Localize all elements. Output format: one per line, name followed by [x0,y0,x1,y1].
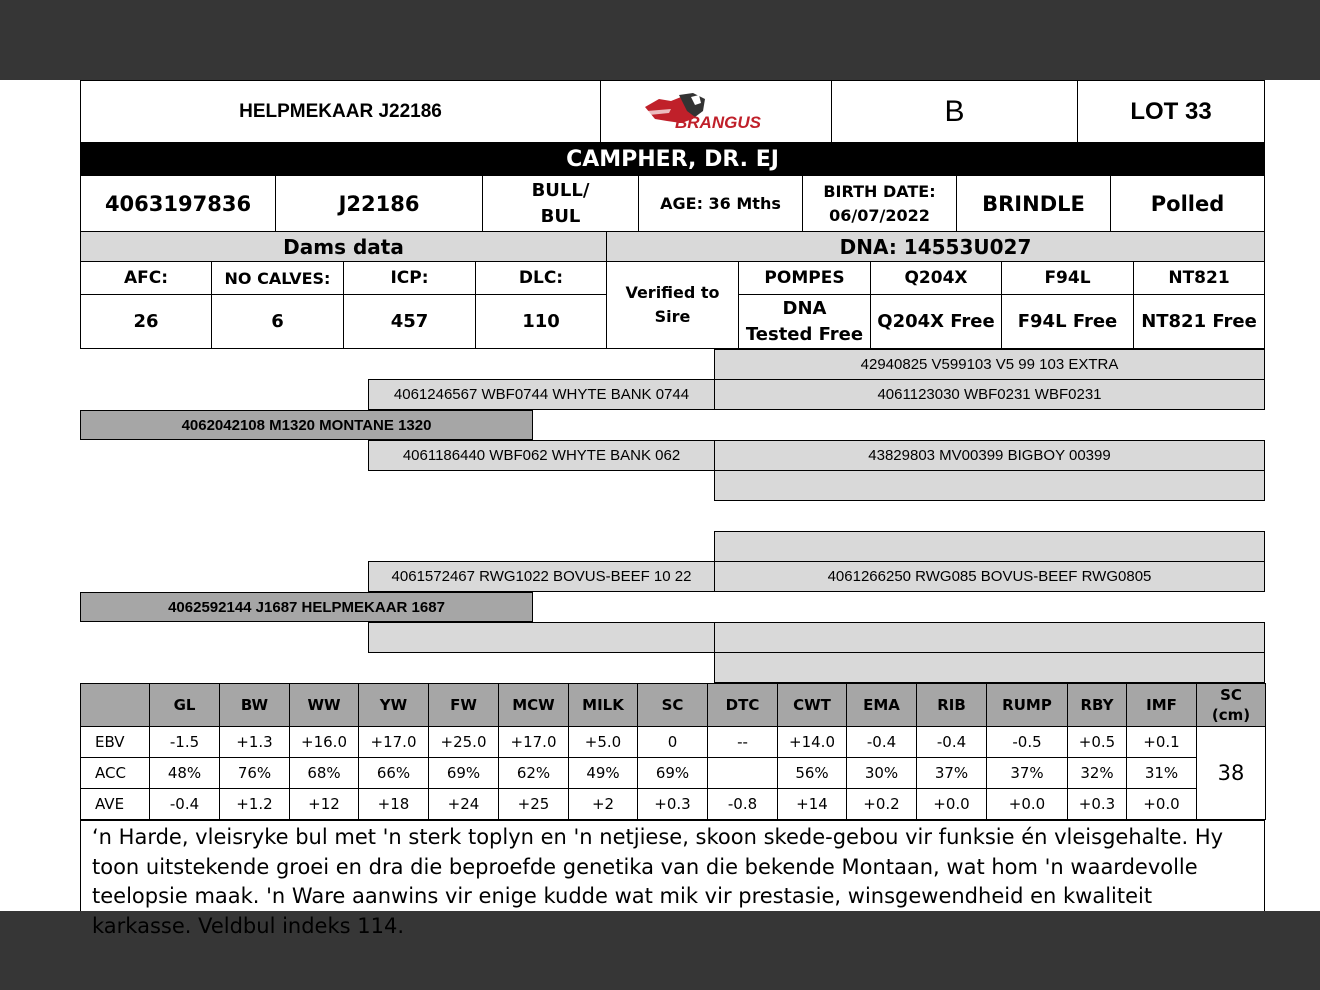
verified-line2: Sire [654,307,691,326]
ebv-header-rib: RIB [917,684,987,727]
birth-date-cell [802,175,957,232]
pompes-line1: DNA [782,297,827,319]
f94l-result: F94L Free [1001,294,1134,349]
sc-cm-line1: SC [1220,686,1242,704]
ebv-header-cwt: CWT [778,684,847,727]
nt821-header: NT821 [1133,261,1265,295]
verified-to-sire [606,261,739,349]
ebv-cell: +17.0 [499,727,569,758]
acc-cell: 30% [847,758,917,789]
breed-logo [600,80,832,143]
ebv-cell: +17.0 [359,727,429,758]
nt821-result: NT821 Free [1133,294,1265,349]
acc-cell: 66% [359,758,429,789]
colour: BRINDLE [956,175,1111,232]
q204x-header: Q204X [870,261,1002,295]
owner-name: CAMPHER, DR. EJ [80,143,1265,175]
ebv-cell: +0.5 [1068,727,1127,758]
ave-cell: +0.3 [638,789,708,820]
acc-cell: 69% [638,758,708,789]
acc-cell: 48% [150,758,220,789]
ebv-cell: -0.4 [847,727,917,758]
ebv-cell: -- [708,727,778,758]
ebv-header-dtc: DTC [708,684,778,727]
ave-cell: +12 [290,789,359,820]
ebv-header-imf: IMF [1127,684,1197,727]
herd-number: J22186 [275,175,483,232]
ave-cell: -0.8 [708,789,778,820]
pedigree-sire-sire: 4061246567 WBF0744 WHYTE BANK 0744 [368,379,715,410]
ebv-header-row [81,684,1266,727]
pedigree-sire-dam-sire: 43829803 MV00399 BIGBOY 00399 [714,440,1265,471]
acc-cell: 69% [429,758,499,789]
row-label-acc: ACC [81,758,150,789]
row-label-ebv: EBV [81,727,150,758]
pedigree-dam-sire-sire [714,531,1265,562]
ebv-header-gl: GL [150,684,220,727]
grade-label: B [831,80,1078,143]
ave-cell: +0.0 [987,789,1068,820]
afc-value: 26 [80,294,212,349]
pedigree-sire-sire-sire: 42940825 V599103 V5 99 103 EXTRA [714,349,1265,380]
ebv-cell: +5.0 [569,727,638,758]
sc-cm-line2: (cm) [1211,706,1251,724]
ebv-table [80,683,1266,820]
pompes-header: POMPES [738,261,871,295]
ebv-header-milk: MILK [569,684,638,727]
ave-cell: -0.4 [150,789,220,820]
ebv-cell: -0.5 [987,727,1068,758]
pedigree-sire-dam-dam [714,470,1265,501]
ave-cell: +14 [778,789,847,820]
q204x-result: Q204X Free [870,294,1002,349]
ebv-cell: -0.4 [917,727,987,758]
ebv-cell: +25.0 [429,727,499,758]
ave-cell: +25 [499,789,569,820]
afc-header: AFC: [80,261,212,295]
ebv-header-rump: RUMP [987,684,1068,727]
sex-cell [482,175,639,232]
pedigree-dam: 4062592144 J1687 HELPMEKAAR 1687 [80,592,533,622]
acc-cell: 31% [1127,758,1197,789]
ebv-header-sc-cm [1197,684,1266,727]
lot-number: LOT 33 [1077,80,1265,143]
ebv-header-yw: YW [359,684,429,727]
ebv-header-sc: SC [638,684,708,727]
registration-number: 4063197836 [80,175,276,232]
acc-cell: 49% [569,758,638,789]
ebv-corner-cell [81,684,150,727]
sex-line1: BULL/ [531,179,590,201]
acc-cell: 62% [499,758,569,789]
ave-cell: +24 [429,789,499,820]
row-label-ave: AVE [81,789,150,820]
f94l-header: F94L [1001,261,1134,295]
sc-cm-value: 38 [1197,727,1266,820]
pompes-line2: Tested Free [745,323,864,345]
ave-cell: +0.0 [917,789,987,820]
acc-row [81,758,1266,789]
pedigree-dam-dam [368,622,715,653]
ave-cell: +1.2 [220,789,290,820]
ebv-row [81,727,1266,758]
birth-date: 06/07/2022 [829,205,930,225]
ave-cell: +0.2 [847,789,917,820]
horn-status: Polled [1110,175,1265,232]
dlc-header: DLC: [475,261,607,295]
icp-header: ICP: [343,261,476,295]
pedigree-sire: 4062042108 M1320 MONTANE 1320 [80,410,533,440]
dlc-value: 110 [475,294,607,349]
ave-cell: +0.0 [1127,789,1197,820]
no-calves-header: NO CALVES: [211,261,344,295]
ebv-cell: +14.0 [778,727,847,758]
animal-name: HELPMEKAAR J22186 [80,80,601,143]
birth-date-label: BIRTH DATE: [823,181,936,201]
dams-data-title: Dams data [80,231,607,262]
ebv-header-ww: WW [290,684,359,727]
acc-cell: 56% [778,758,847,789]
ebv-cell: -1.5 [150,727,220,758]
verified-line1: Verified to [625,283,720,302]
ebv-header-ema: EMA [847,684,917,727]
ebv-cell: +0.1 [1127,727,1197,758]
pedigree-dam-sire: 4061572467 RWG1022 BOVUS-BEEF 10 22 [368,561,715,592]
acc-cell: 37% [917,758,987,789]
pedigree-sire-sire-dam: 4061123030 WBF0231 WBF0231 [714,379,1265,410]
no-calves-value: 6 [211,294,344,349]
ebv-header-bw: BW [220,684,290,727]
dna-title: DNA: 14553U027 [606,231,1265,262]
ebv-cell: +16.0 [290,727,359,758]
acc-cell: 68% [290,758,359,789]
ebv-header-mcw: MCW [499,684,569,727]
pompes-result [738,294,871,349]
pedigree-dam-dam-dam [714,652,1265,683]
acc-cell [708,758,778,789]
svg-text:BRANGUS: BRANGUS [675,112,761,132]
pedigree-dam-dam-sire [714,622,1265,653]
ebv-header-rby: RBY [1068,684,1127,727]
acc-cell: 37% [987,758,1068,789]
pedigree-dam-sire-dam: 4061266250 RWG085 BOVUS-BEEF RWG0805 [714,561,1265,592]
brangus-logo-icon [641,89,791,135]
age: AGE: 36 Mths [638,175,803,232]
ebv-header-fw: FW [429,684,499,727]
acc-cell: 76% [220,758,290,789]
icp-value: 457 [343,294,476,349]
ave-cell: +18 [359,789,429,820]
ave-cell: +0.3 [1068,789,1127,820]
ave-cell: +2 [569,789,638,820]
ebv-cell: 0 [638,727,708,758]
pedigree-sire-dam: 4061186440 WBF062 WHYTE BANK 062 [368,440,715,471]
lot-card [0,80,1320,938]
ave-row [81,789,1266,820]
acc-cell: 32% [1068,758,1127,789]
sex-line2: BUL [540,205,581,227]
description-text: ‘n Harde, vleisryke bul met 'n sterk toplyn en 'n netjiese, skoon skede-gebou vir funksie én vleisgehalte. Hy toon uitstekende groei en dra die beproefde genetika van die bekende Montaan, wat hom 'n waardevolle teelopsie maak. 'n Ware aanwins vir enige kudde wat mik vir prestasie, winsgewendheid en kwaliteit karkasse. Veldbul indeks 114. [80,820,1265,911]
ebv-cell: +1.3 [220,727,290,758]
